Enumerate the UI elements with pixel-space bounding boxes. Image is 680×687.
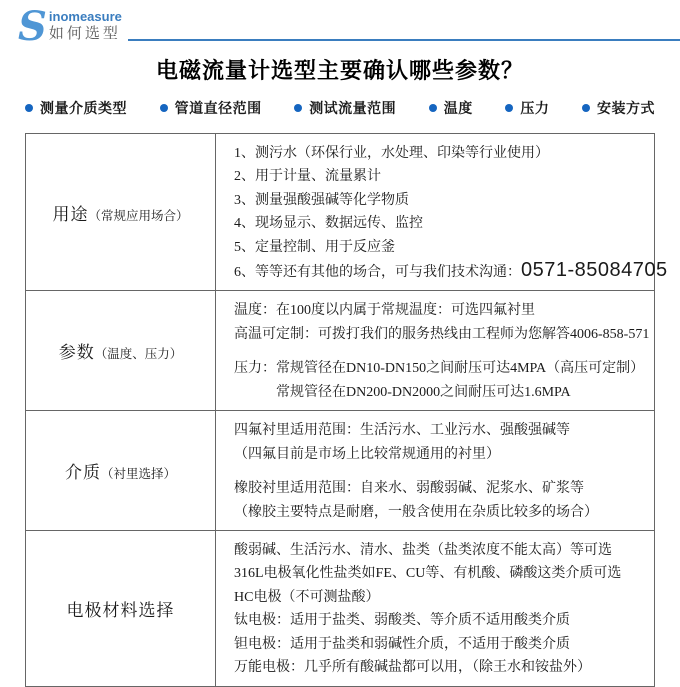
row-header-electrode bbox=[26, 531, 216, 685]
masthead bbox=[0, 0, 680, 50]
row-header-main: 用途 bbox=[52, 204, 89, 224]
pressure-block bbox=[234, 357, 649, 404]
logo-brand-name: inomeasure bbox=[48, 9, 122, 24]
row-header-parameters bbox=[26, 291, 216, 410]
page-title: 电磁流量计选型主要确认哪些参数？ bbox=[155, 58, 524, 83]
bullet-item-installation bbox=[582, 98, 655, 118]
parameter-bullet-row bbox=[25, 98, 655, 118]
bullet-label: 测试流量范围 bbox=[309, 102, 397, 117]
bullet-item-medium-type bbox=[25, 98, 127, 118]
bullet-item-pressure bbox=[505, 98, 549, 118]
bullet-label: 测量介质类型 bbox=[40, 102, 127, 117]
row-header-main: 参数 bbox=[58, 343, 95, 363]
bullet-label: 压力 bbox=[520, 102, 550, 117]
row-header-note: （常规应用场合） bbox=[88, 208, 189, 223]
electrode-line: 酸弱碱、生活污水、清水、盐类（盐类浓度不能太高）等可选 bbox=[234, 543, 612, 559]
selection-table bbox=[25, 133, 668, 687]
row-header-note: （衬里选择） bbox=[100, 467, 176, 482]
ptfe-line: 四氟衬里适用范围：生活污水、工业污水、强酸强碱等 bbox=[234, 423, 570, 439]
bullet-dot-icon bbox=[582, 104, 590, 112]
header-rule bbox=[128, 39, 680, 41]
logo-s-glyph: S bbox=[18, 3, 47, 50]
rubber-lining-block bbox=[234, 477, 646, 524]
pressure-line: 压力：常规管径在DN10-DN150之间耐压可达4MPA（高压可定制） bbox=[234, 361, 645, 377]
bullet-label: 安装方式 bbox=[596, 102, 655, 117]
row-content-usage bbox=[216, 134, 676, 290]
table-row-usage bbox=[26, 134, 668, 290]
electrode-line: 钛电极：适用于盐类、弱酸类、等介质不适用酸类介质 bbox=[234, 613, 570, 629]
sinomeasure-logo bbox=[18, 3, 122, 50]
bullet-item-pipe-diameter bbox=[160, 98, 262, 118]
bullet-dot-icon bbox=[429, 104, 437, 112]
usage-line: 5、定量控制、用于反应釜 bbox=[234, 239, 395, 255]
bullet-item-flow-range bbox=[294, 98, 396, 118]
bullet-dot-icon bbox=[294, 104, 302, 112]
temperature-line: 高温可定制：可拨打我们的服务热线由工程师为您解答4006-858-571 bbox=[234, 326, 650, 342]
bullet-label: 管道直径范围 bbox=[174, 102, 262, 117]
contact-text: 6、等等还有其他的场合，可与我们技术沟通： bbox=[234, 265, 521, 281]
rubber-line: 橡胶衬里适用范围：自来水、弱酸弱碱、泥浆水、矿浆等 bbox=[234, 481, 584, 497]
temperature-line: 温度：在100度以内属于常规温度：可选四氟衬里 bbox=[234, 303, 535, 319]
usage-line: 4、现场显示、数据远传、监控 bbox=[234, 216, 423, 232]
row-header-main: 介质 bbox=[64, 463, 101, 483]
electrode-line: 316L电极氧化性盐类如FE、CU等、有机酸、磷酸这类介质可选 bbox=[234, 566, 622, 582]
row-content-electrode bbox=[216, 531, 654, 685]
bullet-item-temperature bbox=[429, 98, 473, 118]
usage-line: 2、用于计量、流量累计 bbox=[234, 169, 381, 185]
contact-phone-number: 0571-85084705 bbox=[521, 259, 668, 282]
usage-line: 3、测量强酸强碱等化学物质 bbox=[234, 192, 409, 208]
table-row-electrode bbox=[26, 530, 654, 685]
usage-line: 1、测污水（环保行业，水处理、印染等行业使用） bbox=[234, 146, 549, 161]
bullet-dot-icon bbox=[505, 104, 513, 112]
row-header-note: （温度、压力） bbox=[94, 347, 183, 362]
row-header-main: 电极材料选择 bbox=[66, 600, 175, 620]
row-header-usage bbox=[26, 134, 216, 290]
table-row-parameters bbox=[26, 290, 654, 410]
logo-text-block bbox=[49, 10, 122, 44]
ptfe-lining-block bbox=[234, 419, 646, 466]
electrode-line: 万能电极：几乎所有酸碱盐都可以用，（除王水和铵盐外） bbox=[234, 660, 591, 676]
row-content-parameters bbox=[216, 291, 657, 410]
table-row-medium bbox=[26, 410, 654, 530]
bullet-dot-icon bbox=[160, 104, 168, 112]
electrode-line: 钽电极：适用于盐类和弱碱性介质，不适用于酸类介质 bbox=[234, 636, 570, 652]
row-header-medium bbox=[26, 411, 216, 530]
temperature-block bbox=[234, 299, 649, 346]
electrode-line: HC电极（不可测盐酸） bbox=[234, 589, 380, 605]
row-content-medium bbox=[216, 411, 654, 530]
logo-subtitle: 如何选型 bbox=[48, 26, 121, 42]
rubber-line: （橡胶主要特点是耐磨，一般含使用在杂质比较多的场合） bbox=[234, 504, 598, 520]
pressure-line: 常规管径在DN200-DN2000之间耐压可达1.6MPA bbox=[276, 384, 571, 400]
ptfe-line: （四氟目前是市场上比较常规通用的衬里） bbox=[234, 446, 500, 462]
bullet-label: 温度 bbox=[443, 102, 473, 117]
bullet-dot-icon bbox=[25, 104, 33, 112]
usage-line-contact bbox=[234, 259, 668, 284]
